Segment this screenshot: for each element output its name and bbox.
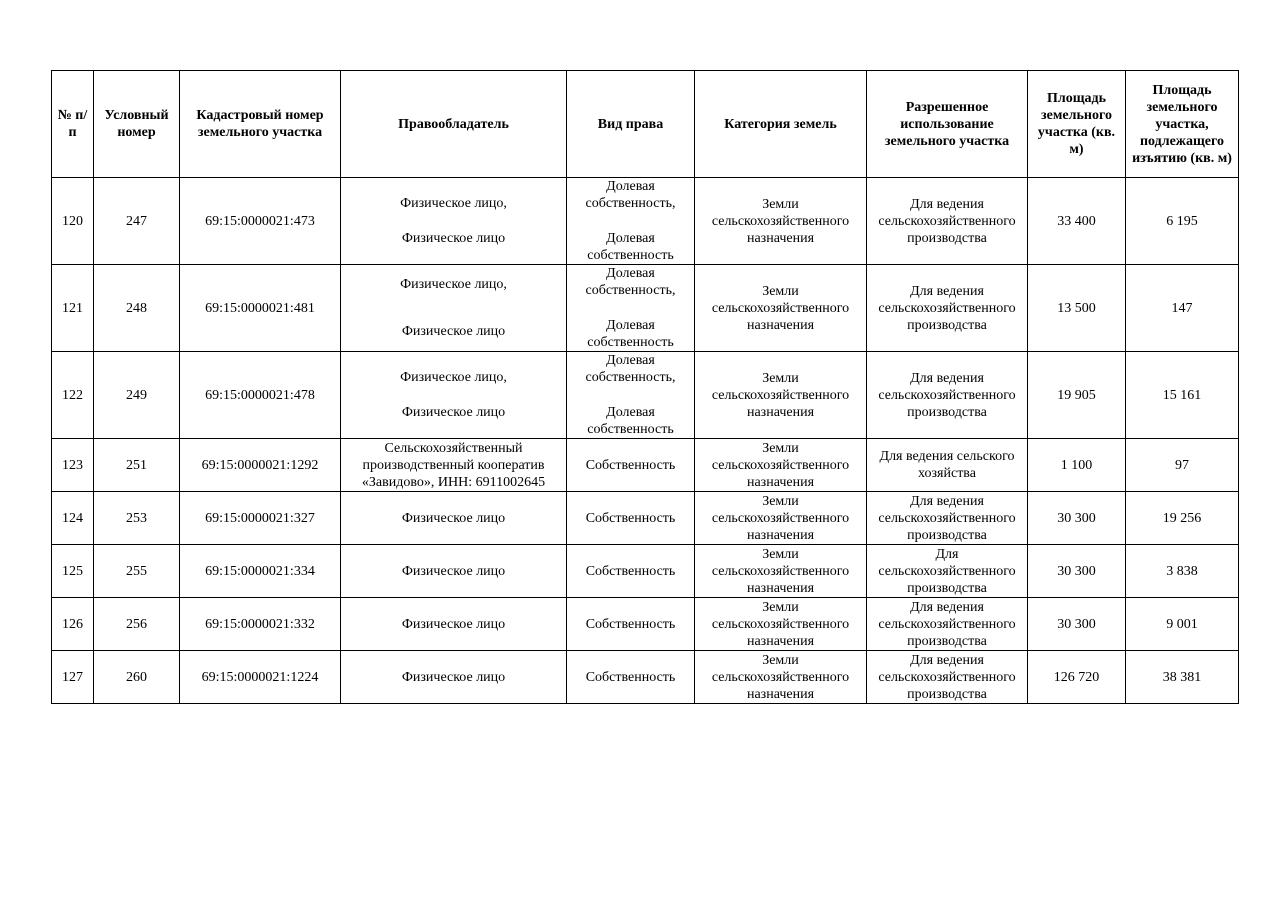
row-seized-area: 15 161 — [1126, 352, 1239, 439]
header-cadastral-number: Кадастровый номер земельного участка — [180, 71, 341, 178]
table-header-row — [52, 71, 1239, 178]
row-cadastral-number: 69:15:0000021:1292 — [180, 439, 341, 492]
header-right-type: Вид права — [567, 71, 695, 178]
row-right-type — [567, 265, 695, 352]
row-cond-number: 248 — [94, 265, 180, 352]
row-permitted-use: Для ведения сельскохозяйственного производства — [867, 598, 1028, 651]
row-plot-area: 30 300 — [1028, 545, 1126, 598]
row-permitted-use: Для ведения сельскохозяйственного производства — [867, 492, 1028, 545]
right-line-1: Долевая собственность, — [585, 266, 676, 298]
row-plot-area: 13 500 — [1028, 265, 1126, 352]
row-right-type: Собственность — [567, 492, 695, 545]
row-land-category: Земли сельскохозяйственного назначения — [695, 598, 867, 651]
row-cond-number: 251 — [94, 439, 180, 492]
row-seized-area: 3 838 — [1126, 545, 1239, 598]
header-cond-number: Условный номер — [94, 71, 180, 178]
row-seized-area: 97 — [1126, 439, 1239, 492]
land-plots-table — [51, 70, 1239, 704]
header-plot-area: Площадь земельного участка (кв. м) — [1028, 71, 1126, 178]
table-row — [52, 598, 1239, 651]
row-num: 126 — [52, 598, 94, 651]
row-land-category: Земли сельскохозяйственного назначения — [695, 545, 867, 598]
row-plot-area: 30 300 — [1028, 598, 1126, 651]
owner-line-1: Физическое лицо, — [400, 370, 507, 385]
row-seized-area: 38 381 — [1126, 651, 1239, 704]
row-right-type: Собственность — [567, 545, 695, 598]
table-row — [52, 545, 1239, 598]
row-num: 124 — [52, 492, 94, 545]
right-line-1: Долевая собственность, — [585, 179, 676, 211]
row-num: 123 — [52, 439, 94, 492]
row-owner — [341, 352, 567, 439]
header-num: № п/п — [52, 71, 94, 178]
row-num: 120 — [52, 178, 94, 265]
owner-line-2: Физическое лицо — [401, 405, 506, 420]
row-owner — [341, 178, 567, 265]
row-land-category: Земли сельскохозяйственного назначения — [695, 178, 867, 265]
row-permitted-use: Для ведения сельскохозяйственного производства — [867, 651, 1028, 704]
table-row — [52, 651, 1239, 704]
table-row — [52, 439, 1239, 492]
row-owner: Физическое лицо — [341, 545, 567, 598]
row-owner: Физическое лицо — [341, 651, 567, 704]
owner-line-1: Физическое лицо, — [400, 277, 507, 292]
table-row — [52, 265, 1239, 352]
row-cadastral-number: 69:15:0000021:1224 — [180, 651, 341, 704]
row-plot-area: 30 300 — [1028, 492, 1126, 545]
row-cadastral-number: 69:15:0000021:332 — [180, 598, 341, 651]
row-cadastral-number: 69:15:0000021:473 — [180, 178, 341, 265]
row-owner: Физическое лицо — [341, 492, 567, 545]
row-land-category: Земли сельскохозяйственного назначения — [695, 265, 867, 352]
row-right-type: Собственность — [567, 651, 695, 704]
row-permitted-use: Для ведения сельского хозяйства — [867, 439, 1028, 492]
row-permitted-use: Для сельскохозяйственного производства — [867, 545, 1028, 598]
row-cadastral-number: 69:15:0000021:327 — [180, 492, 341, 545]
owner-line-1: Физическое лицо, — [400, 196, 507, 211]
header-seized-area: Площадь земельного участка, подлежащего изъятию (кв. м) — [1126, 71, 1239, 178]
row-permitted-use: Для ведения сельскохозяйственного производства — [867, 352, 1028, 439]
row-land-category: Земли сельскохозяйственного назначения — [695, 651, 867, 704]
right-line-1: Долевая собственность, — [585, 353, 676, 385]
row-permitted-use: Для ведения сельскохозяйственного производства — [867, 178, 1028, 265]
row-plot-area: 1 100 — [1028, 439, 1126, 492]
row-right-type — [567, 352, 695, 439]
owner-line-2: Физическое лицо — [401, 231, 506, 246]
row-cadastral-number: 69:15:0000021:334 — [180, 545, 341, 598]
right-line-2: Долевая собственность — [587, 231, 674, 263]
row-cond-number: 249 — [94, 352, 180, 439]
row-right-type: Собственность — [567, 439, 695, 492]
row-cond-number: 256 — [94, 598, 180, 651]
row-num: 121 — [52, 265, 94, 352]
row-seized-area: 6 195 — [1126, 178, 1239, 265]
row-num: 122 — [52, 352, 94, 439]
row-plot-area: 126 720 — [1028, 651, 1126, 704]
row-seized-area: 19 256 — [1126, 492, 1239, 545]
row-land-category: Земли сельскохозяйственного назначения — [695, 352, 867, 439]
row-right-type — [567, 178, 695, 265]
row-land-category: Земли сельскохозяйственного назначения — [695, 439, 867, 492]
header-owner: Правообладатель — [341, 71, 567, 178]
row-num: 125 — [52, 545, 94, 598]
table-row — [52, 178, 1239, 265]
right-line-2: Долевая собственность — [587, 405, 674, 437]
row-permitted-use: Для ведения сельскохозяйственного производства — [867, 265, 1028, 352]
row-cond-number: 247 — [94, 178, 180, 265]
row-cond-number: 260 — [94, 651, 180, 704]
row-owner: Физическое лицо — [341, 598, 567, 651]
header-permitted-use: Разрешенное использование земельного участка — [867, 71, 1028, 178]
row-cond-number: 255 — [94, 545, 180, 598]
row-cond-number: 253 — [94, 492, 180, 545]
row-cadastral-number: 69:15:0000021:478 — [180, 352, 341, 439]
table-row — [52, 492, 1239, 545]
row-land-category: Земли сельскохозяйственного назначения — [695, 492, 867, 545]
row-right-type: Собственность — [567, 598, 695, 651]
row-cadastral-number: 69:15:0000021:481 — [180, 265, 341, 352]
row-plot-area: 33 400 — [1028, 178, 1126, 265]
row-seized-area: 147 — [1126, 265, 1239, 352]
row-owner — [341, 265, 567, 352]
table-row — [52, 352, 1239, 439]
header-land-category: Категория земель — [695, 71, 867, 178]
row-owner: Сельскохозяйственный производственный кооператив «Завидово», ИНН: 6911002645 — [341, 439, 567, 492]
right-line-2: Долевая собственность — [587, 318, 674, 350]
row-plot-area: 19 905 — [1028, 352, 1126, 439]
row-seized-area: 9 001 — [1126, 598, 1239, 651]
owner-line-2: Физическое лицо — [401, 324, 506, 339]
row-num: 127 — [52, 651, 94, 704]
